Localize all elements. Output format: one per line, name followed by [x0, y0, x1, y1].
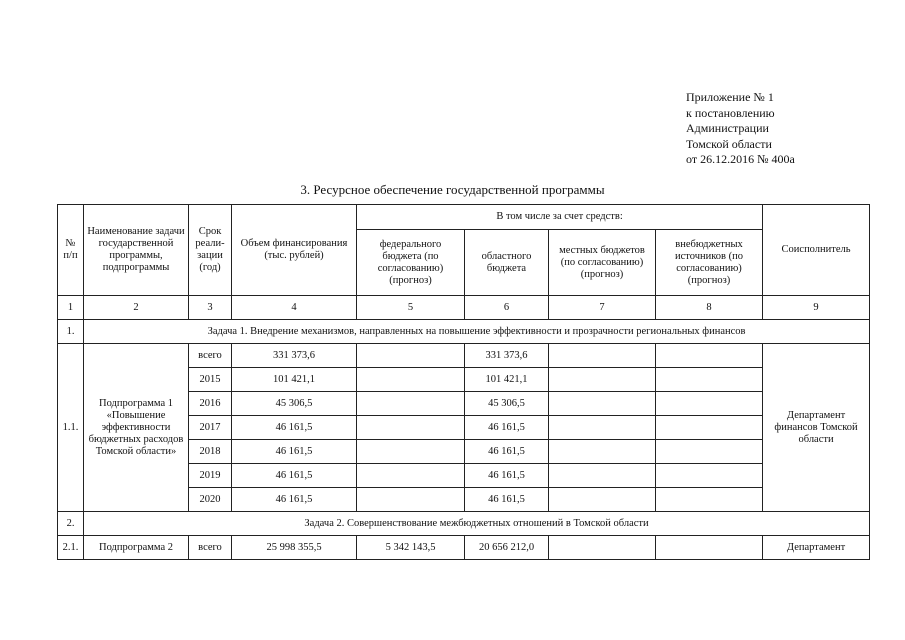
task2-text: Задача 2. Совершенствование межбюджетных отношений в Томской области: [84, 512, 870, 536]
col-number: 7: [549, 296, 656, 320]
sub1-offbudget: [656, 368, 763, 392]
sub2-offbudget: [656, 536, 763, 560]
col-number: 5: [357, 296, 465, 320]
sub1-regional: 331 373,6: [465, 344, 549, 368]
sub1-year: 2015: [189, 368, 232, 392]
appendix-line: от 26.12.2016 № 400а: [686, 152, 795, 166]
appendix-line: Томской области: [686, 136, 772, 151]
header-federal: федерального бюджета (по согласованию) (прогноз): [357, 230, 465, 296]
sub2-year: всего: [189, 536, 232, 560]
sub1-regional: 45 306,5: [465, 392, 549, 416]
sub1-volume: 101 421,1: [232, 368, 357, 392]
sub1-federal: [357, 392, 465, 416]
resource-table: [57, 204, 870, 560]
sub1-year: 2019: [189, 464, 232, 488]
appendix-block: [686, 90, 795, 168]
sub1-offbudget: [656, 392, 763, 416]
sub1-year: 2018: [189, 440, 232, 464]
sub1-regional: 46 161,5: [465, 440, 549, 464]
sub2-local: [549, 536, 656, 560]
header-name: Наименование задачи государственной программы, подпрограммы: [84, 205, 189, 296]
sub2-federal: 5 342 143,5: [357, 536, 465, 560]
sub1-offbudget: [656, 440, 763, 464]
col-number: 9: [763, 296, 870, 320]
task1-text: Задача 1. Внедрение механизмов, направленных на повышение эффективности и прозрачности региональных финансов: [84, 320, 870, 344]
header-including: В том числе за счет средств:: [357, 205, 763, 230]
appendix-line: к постановлению: [686, 105, 775, 120]
sub1-local: [549, 464, 656, 488]
sub1-federal: [357, 464, 465, 488]
col-number: 6: [465, 296, 549, 320]
col-number: 3: [189, 296, 232, 320]
sub1-local: [549, 488, 656, 512]
sub1-year: 2016: [189, 392, 232, 416]
sub1-regional: 46 161,5: [465, 464, 549, 488]
header-term: Срок реали-зации (год): [189, 205, 232, 296]
sub1-year: 2020: [189, 488, 232, 512]
sub1-federal: [357, 440, 465, 464]
sub1-regional: 46 161,5: [465, 416, 549, 440]
sub1-local: [549, 392, 656, 416]
sub1-local: [549, 344, 656, 368]
sub1-num: 1.1.: [58, 344, 84, 512]
sub1-federal: [357, 344, 465, 368]
sub1-federal: [357, 368, 465, 392]
sub1-federal: [357, 488, 465, 512]
sub2-coexecutor: Департамент: [763, 536, 870, 560]
sub1-name: Подпрограмма 1 «Повышение эффективности бюджетных расходов Томской области»: [84, 344, 189, 512]
header-coexecutor: Соисполнитель: [763, 205, 870, 296]
sub1-volume: 331 373,6: [232, 344, 357, 368]
sub2-num: 2.1.: [58, 536, 84, 560]
sub1-year: всего: [189, 344, 232, 368]
header-local: местных бюджетов (по согласованию) (прогноз): [549, 230, 656, 296]
col-number: 1: [58, 296, 84, 320]
sub1-volume: 45 306,5: [232, 392, 357, 416]
sub2-volume: 25 998 355,5: [232, 536, 357, 560]
header-offbudget: внебюджетных источников (по согласованию) (прогноз): [656, 230, 763, 296]
sub1-volume: 46 161,5: [232, 464, 357, 488]
header-num: № п/п: [58, 205, 84, 296]
sub1-year: 2017: [189, 416, 232, 440]
sub1-volume: 46 161,5: [232, 440, 357, 464]
sub1-coexecutor: Департамент финансов Томской области: [763, 344, 870, 512]
sub1-regional: 101 421,1: [465, 368, 549, 392]
sub1-offbudget: [656, 344, 763, 368]
sub1-federal: [357, 416, 465, 440]
appendix-line: Приложение № 1: [686, 90, 774, 104]
sub1-offbudget: [656, 488, 763, 512]
sub1-offbudget: [656, 464, 763, 488]
header-regional: областного бюджета: [465, 230, 549, 296]
task1-num: 1.: [58, 320, 84, 344]
sub1-offbudget: [656, 416, 763, 440]
sub1-local: [549, 440, 656, 464]
sub2-name: Подпрограмма 2: [84, 536, 189, 560]
document-title: 3. Ресурсное обеспечение государственной программы: [300, 182, 605, 197]
col-number: 2: [84, 296, 189, 320]
sub1-regional: 46 161,5: [465, 488, 549, 512]
header-volume: Объем финансирования (тыс. рублей): [232, 205, 357, 296]
col-number: 4: [232, 296, 357, 320]
sub1-local: [549, 368, 656, 392]
sub1-local: [549, 416, 656, 440]
appendix-line: Администрации: [686, 121, 769, 135]
sub1-volume: 46 161,5: [232, 416, 357, 440]
sub1-volume: 46 161,5: [232, 488, 357, 512]
sub2-regional: 20 656 212,0: [465, 536, 549, 560]
col-number: 8: [656, 296, 763, 320]
task2-num: 2.: [58, 512, 84, 536]
